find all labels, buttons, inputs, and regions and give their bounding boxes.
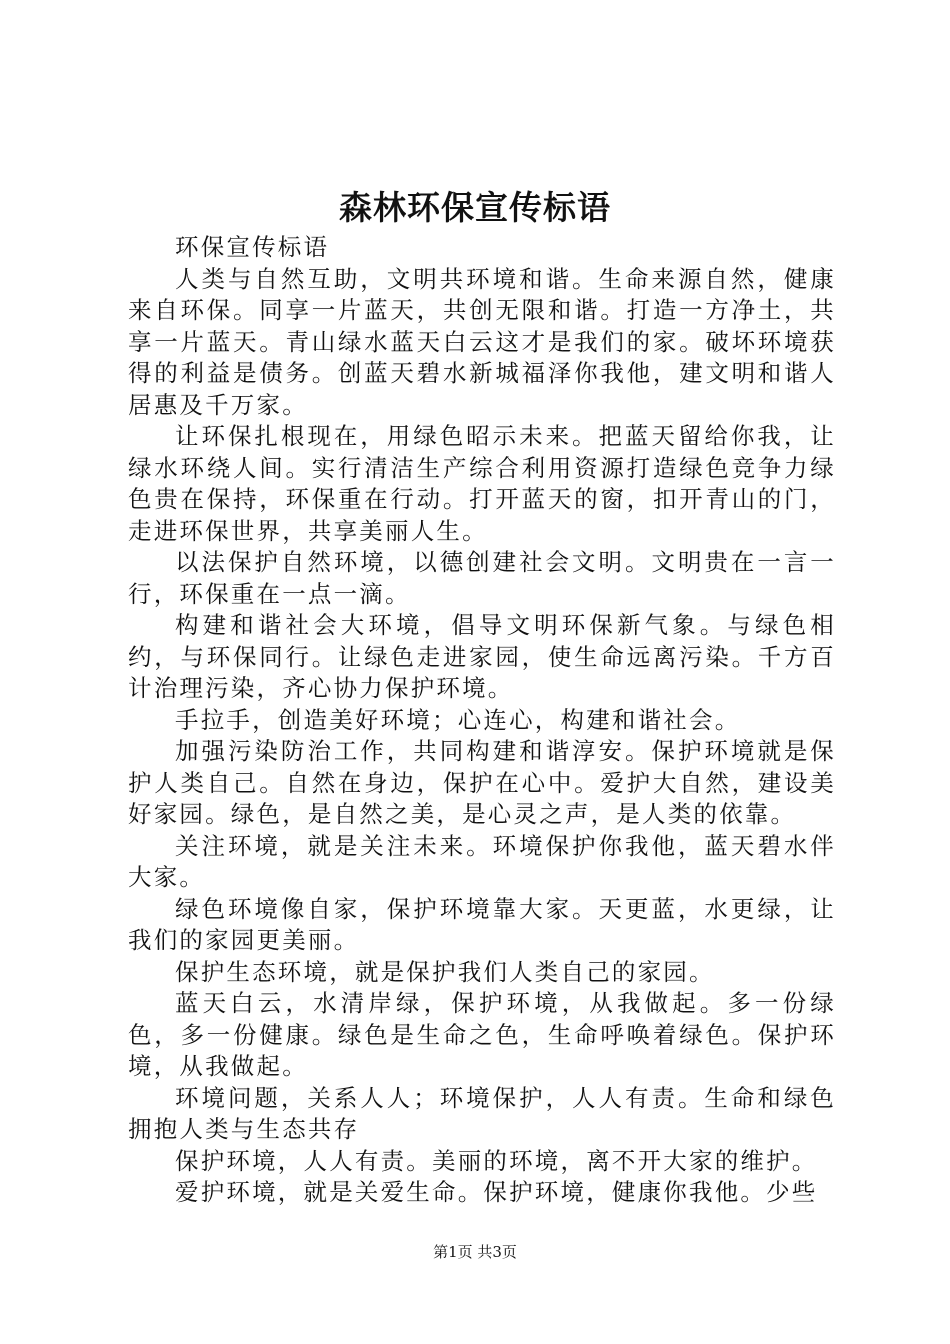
document-body (128, 232, 836, 1209)
paragraph: 构建和谐社会大环境，倡导文明环保新气象。与绿色相约，与环保同行。让绿色走进家园，使生命远离污染。千方百计治理污染，齐心协力保护环境。 (128, 611, 836, 702)
paragraph: 爱护环境，就是关爱生命。保护环境，健康你我他。少些 (175, 1178, 818, 1206)
paragraph: 关注环境，就是关注未来。环境保护你我他，蓝天碧水伴大家。 (128, 831, 836, 891)
paragraph: 保护生态环境，就是保护我们人类自己的家园。 (175, 957, 715, 986)
paragraph: 环保宣传标语 (175, 233, 330, 261)
paragraph: 手拉手，创造美好环境；心连心，构建和谐社会。 (175, 705, 741, 734)
paragraph: 加强污染防治工作，共同构建和谐淳安。保护环境就是保护人类自己。自然在身边，保护在心中。爱护大自然，建设美好家园。绿色，是自然之美，是心灵之声，是人类的依靠。 (128, 737, 836, 828)
paragraph: 环境问题，关系人人；环境保护，人人有责。生命和绿色拥抱人类与生态共存 (128, 1083, 836, 1143)
document-title: 森林环保宣传标语 (339, 188, 611, 227)
page-number: 第1页 共3页 (433, 1243, 517, 1261)
page-footer (0, 1242, 950, 1262)
paragraph: 让环保扎根现在，用绿色昭示未来。把蓝天留给你我，让绿水环绕人间。实行清洁生产综合利用资源打造绿色竞争力绿色贵在保持，环保重在行动。打开蓝天的窗，扣开青山的门，走进环保世界，共享美丽人生。 (128, 422, 836, 545)
paragraph: 保护环境，人人有责。美丽的环境，离不开大家的维护。 (175, 1146, 818, 1175)
paragraph: 以法保护自然环境，以德创建社会文明。文明贵在一言一行，环保重在一点一滴。 (128, 548, 836, 608)
paragraph: 绿色环境像自家，保护环境靠大家。天更蓝，水更绿，让我们的家园更美丽。 (128, 894, 836, 954)
paragraph: 蓝天白云，水清岸绿，保护环境，从我做起。多一份绿色，多一份健康。绿色是生命之色，生命呼唤着绿色。保护环境，从我做起。 (128, 989, 836, 1080)
paragraph: 人类与自然互助，文明共环境和谐。生命来源自然，健康来自环保。同享一片蓝天，共创无限和谐。打造一方净土，共享一片蓝天。青山绿水蓝天白云这才是我们的家。破坏环境获得的利益是债务。创蓝天碧水新城福泽你我他，建文明和谐人居惠及千万家。 (128, 264, 836, 419)
